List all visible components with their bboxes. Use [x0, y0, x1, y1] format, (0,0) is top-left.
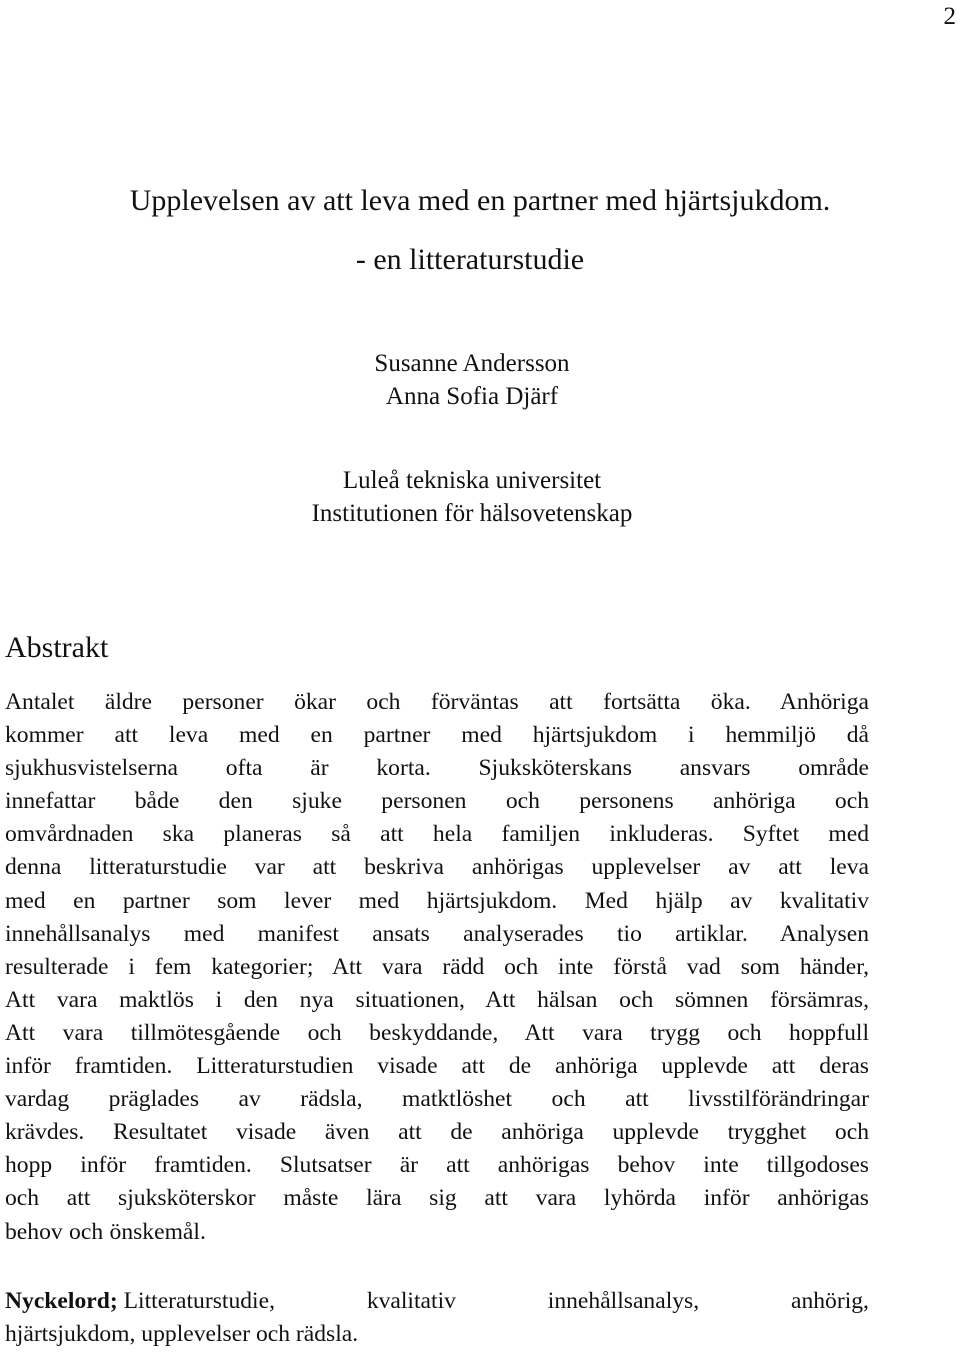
abstract-line: denna litteraturstudie var att beskriva anhörigas upplevelser av att leva: [5, 854, 869, 881]
abstract-line: Att vara maktlös i den nya situationen, Att hälsan och sömnen försämras,: [5, 986, 869, 1013]
keyword-term: innehållsanalys,: [547, 1288, 700, 1314]
thesis-title: Upplevelsen av att leva med en partner med hjärtsjukdom.: [129, 184, 831, 217]
abstract-heading: Abstrakt: [5, 631, 109, 664]
keyword-term: anhörig,: [790, 1288, 869, 1314]
author-name: Anna Sofia Djärf: [385, 383, 559, 410]
abstract-line: inför framtiden. Litteraturstudien visade att de anhöriga upplevde att deras: [5, 1053, 869, 1080]
abstract-line: Antalet äldre personer ökar och förväntas att fortsätta öka. Anhöriga: [5, 689, 869, 715]
abstract-line: resulterade i fem kategorier; Att vara rädd och inte förstå vad som händer,: [5, 953, 869, 980]
abstract-line: innehållsanalys med manifest ansats analyserades tio artiklar. Analysen: [5, 920, 869, 947]
abstract-line: kommer att leva med en partner med hjärtsjukdom i hemmiljö då: [5, 722, 869, 749]
abstract-line: omvårdnaden ska planeras så att hela familjen inkluderas. Syftet med: [5, 821, 869, 848]
keywords-section: [5, 1285, 869, 1351]
abstract-line: hopp inför framtiden. Slutsatser är att anhörigas behov inte tillgodoses: [5, 1152, 869, 1179]
abstract-line: innefattar både den sjuke personen och personens anhöriga och: [5, 788, 869, 815]
abstract-line: och att sjuksköterskor måste lära sig att vara lyhörda inför anhörigas: [5, 1185, 869, 1212]
keywords-line: hjärtsjukdom, upplevelser och rädsla.: [5, 1321, 359, 1347]
abstract-line: krävdes. Resultatet visade även att de anhöriga upplevde trygghet och: [5, 1119, 869, 1146]
abstract-body: [5, 686, 869, 1249]
keyword-term: Litteraturstudie,: [123, 1288, 275, 1314]
abstract-line: sjukhusvistelserna ofta är korta. Sjuksköterskans ansvars område: [5, 755, 869, 782]
page-number: 2: [943, 3, 956, 30]
abstract-line: Att vara tillmötesgående och beskyddande, Att vara trygg och hoppfull: [5, 1019, 869, 1046]
keywords-line: [5, 1285, 869, 1318]
thesis-subtitle: - en litteraturstudie: [355, 243, 585, 276]
institution-block: [0, 464, 944, 530]
abstract-line: behov och önskemål.: [5, 1218, 206, 1245]
keywords-label: Nyckelord;: [5, 1288, 118, 1314]
university-name: Luleå tekniska universitet: [342, 467, 602, 494]
department-name: Institutionen för hälsovetenskap: [311, 500, 633, 527]
abstract-line: vardag präglades av rädsla, matktlöshet och att livsstilförändringar: [5, 1086, 869, 1113]
abstract-line: med en partner som lever med hjärtsjukdom. Med hjälp av kvalitativ: [5, 887, 869, 914]
keyword-term: kvalitativ: [366, 1288, 456, 1314]
author-list: [0, 347, 944, 413]
author-name: Susanne Andersson: [374, 350, 570, 377]
